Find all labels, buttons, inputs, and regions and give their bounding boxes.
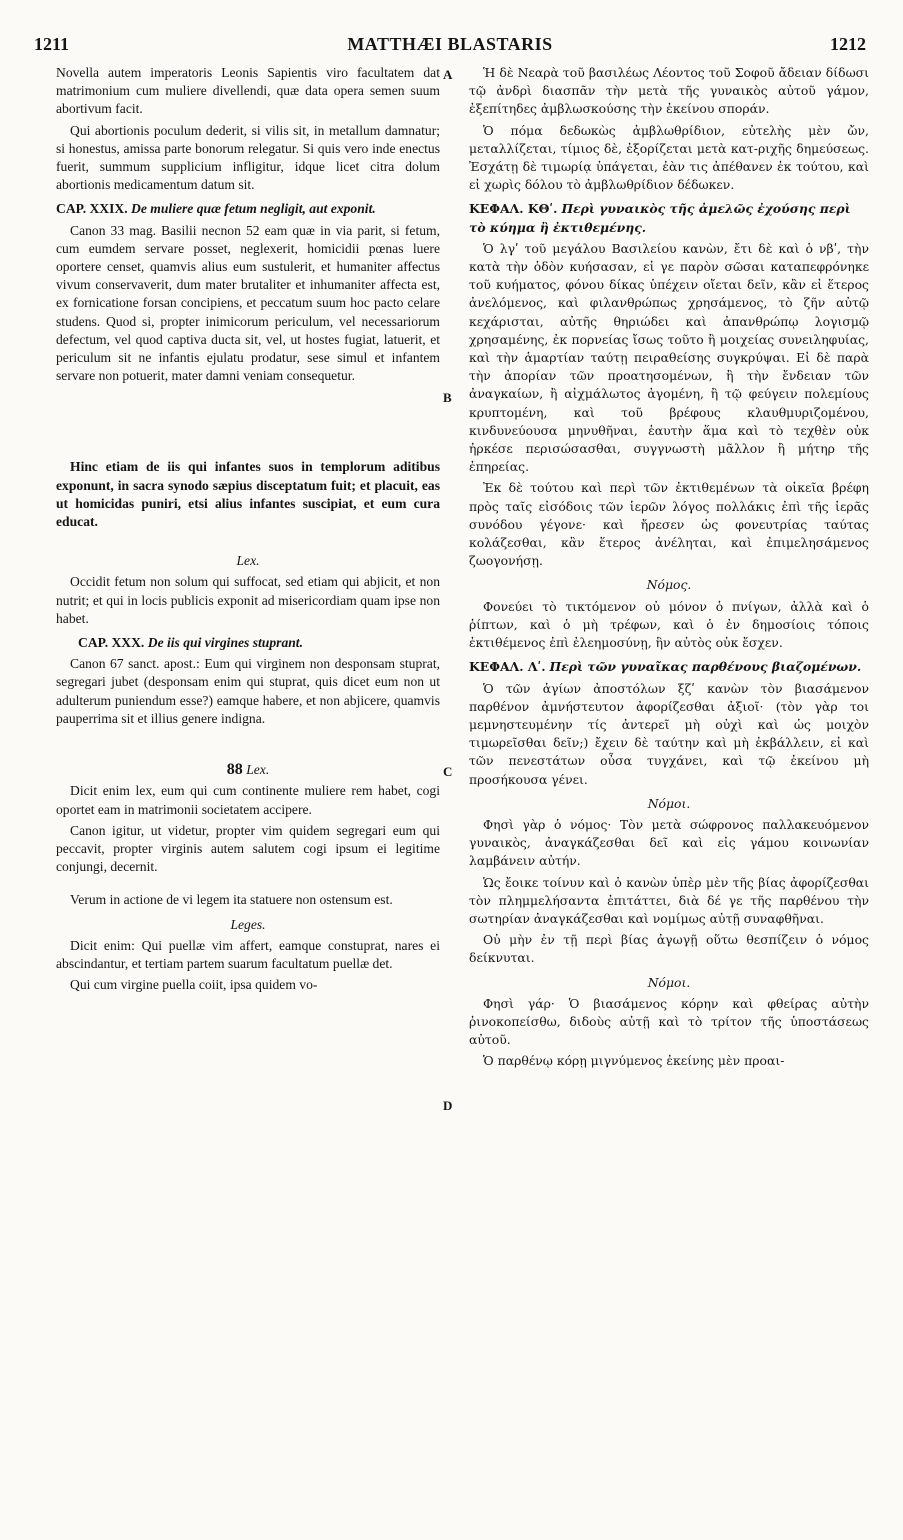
chapter-heading xyxy=(56,634,440,652)
paragraph: Qui abortionis poculum dederit, si vilis sit, in metallum damnatur; si honestus, amissa parte bonorum relegatur. Si quis vero inde enectus fuerit, summum supplicium infligitur, idque licet citra dolum abortionis medicamentum datum sit. xyxy=(56,122,440,193)
chapter-heading xyxy=(469,200,869,236)
margin-marker-c: C xyxy=(443,764,453,779)
paragraph: Ἐκ δὲ τούτου καὶ περὶ τῶν ἐκτιθεμένων τὰ οἰκεῖα βρέφη πρὸς ταῖς εἰσόδοις τῶν ἱερῶν λόγος πολλάκις ἐπὶ τῆς ἱερᾶς συνόδου γέγονε· καὶ ἤρεσεν ὡς φονευτρίας ταύτας κολάζεσθαι, κἂν ἕτερος ἀνέληται, καὶ ἐπιμελησάμενος ζωογονήσῃ. xyxy=(469,480,869,569)
chapter-title: De iis qui virgines stuprant. xyxy=(147,635,303,651)
paragraph: Φησὶ γὰρ ὁ νόμος· Τὸν μετὰ σώφρονος παλλακευόμενον γυναικὸς, ἀναγκάζεσθαι δεῖ καὶ εἰς γάμου κοινωνίαν λαμβάνειν αὐτήν. xyxy=(469,816,869,869)
paragraph: Dicit enim: Qui puellæ vim affert, eamque constuprat, nares ei abscindantur, et tertiam partem suarum facultatum puellæ det. xyxy=(56,937,440,971)
greek-column xyxy=(469,64,869,1074)
paragraph: Ἡ δὲ Νεαρὰ τοῦ βασιλέως Λέοντος τοῦ Σοφοῦ ἄδειαν δίδωσι τῷ ἀνδρὶ διασπᾶν τὴν μετὰ τῆς γυναικὸς αὐτοῦ γάμον, ἐξεπίτηδες ἀμβλωσκούσης τὴν ἐκείνου σποράν. xyxy=(469,65,869,117)
paragraph: Ὡς ἔοικε τοίνυν καὶ ὁ κανὼν ὑπὲρ μὲν τῆς βίας ἀφορίζεσθαι τὸν πλημμελήσαντα ἐπιτάττει, διὰ δέ γε τῆς παρθένου τὴν σωτηρίαν ἀναγκάζεσθαι καὶ νομίμως αὐτῇ συναφθῆναι. xyxy=(469,874,869,926)
latin-column xyxy=(56,64,440,997)
chapter-title: Περὶ τῶν γυναῖκας παρθένους βιαζομένων. xyxy=(549,659,862,675)
section-heading-leges: Leges. xyxy=(230,916,266,932)
paragraph: Qui cum virgine puella coiit, ipsa quidem vo- xyxy=(70,977,318,993)
paragraph: Φονεύει τὸ τικτόμενον οὐ μόνον ὁ πνίγων, ἀλλὰ καὶ ὁ ῥίπτων, καὶ ὁ μὴ τρέφων, καὶ ὁ ἐν δημοσίοις τόποις ἐκτιθέμενος ἐπὶ ἐλεημοσύνῃ, ἣν αὐτὸς οὐκ ἔσχεν. xyxy=(469,598,869,651)
paragraph: Verum in actione de vi legem ita statuere non ostensum est. xyxy=(70,892,393,908)
paragraph: Ὁ πόμα δεδωκὼς ἀμβλωθρίδιον, εὐτελὴς μὲν ὤν, μεταλλίζεται, τίμιος δὲ, ἐξορίζεται μετὰ κατ-ριχῆς δημεύσεως. Ἐσχάτῃ δὲ τιμωρίᾳ ὑπάγεται, ἐὰν τις ἀπέθανεν ἐκ τούτου, καὶ εἰ χωρὶς δόλου τὸ ἀμβλωθρίδιον δέδωκεν. xyxy=(469,122,869,193)
paragraph: Ὁ τῶν ἁγίων ἀποστόλων ξζʹ κανὼν τὸν βιασάμενον παρθένον ἀμνήστευτον ἀφορίζεσθαι ἀξιοῖ· (τὸν γὰρ τοι μεμνηστευμένην τίς ἀντερεῖ μὴ οὐχὶ καὶ ὡς μοιχὸν τιμωρεῖσθαι δεῖν;) ἔχειν δὲ ταύτην καὶ μὴ ἐκβάλλειν, εἰ καὶ τῶν πενεστάτων οὖσα τυγχάνει, καὶ τῷ ἐκείνου μὴ προσήκουσα γένει. xyxy=(469,680,869,787)
chapter-label: CAP. XXX. xyxy=(78,635,145,651)
chapter-heading xyxy=(469,658,869,676)
paragraph: Occidit fetum non solum qui suffocat, sed etiam qui abjicit, et non nutrit; et qui in locis publicis exponit ad misericordiam quam ipse non habet. xyxy=(56,574,440,626)
paragraph: Canon igitur, ut videtur, propter vim quidem segregari eum qui peccavit, propter virginis autem salutem cogi ipsum ei legitime conjungi, decernit. xyxy=(56,822,440,875)
margin-marker-a: A xyxy=(443,67,453,82)
chapter-label: CAP. XXIX. xyxy=(56,201,128,217)
page-number-right: 1212 xyxy=(830,34,866,54)
section-heading-lex: Lex. xyxy=(236,553,260,569)
section-heading-nomoi: Νόμοι. xyxy=(647,795,691,811)
paragraph: Οὐ μὴν ἐν τῇ περὶ βίας ἀγωγῇ οὕτω θεσπίζειν ὁ νόμος δείκνυται. xyxy=(469,932,869,966)
chapter-title: De muliere quæ fetum negligit, aut exponit. xyxy=(131,201,376,217)
paragraph: Ὁ παρθένῳ κόρῃ μιγνύμενος ἐκείνης μὲν προαι- xyxy=(483,1053,785,1069)
paragraph: Hinc etiam de iis qui infantes suos in templorum aditibus exponunt, in sacra synodo sæpius disceptatum fuit; et placuit, eas ut homicidas puniri, etsi alius infantes suscipiat, et eum cura educat. xyxy=(56,459,440,530)
paragraph: Φησὶ γάρ· Ὁ βιασάμενος κόρην καὶ φθείρας αὐτὴν ῥινοκοπείσθω, διδοὺς αὐτῇ καὶ τὸ τρίτον τῆς ὑποστάσεως αὐτοῦ. xyxy=(469,995,869,1048)
chapter-label: ΚΕΦΑΛ. Λʹ. xyxy=(469,659,546,675)
section-heading-lex: 88 Lex. xyxy=(226,761,270,779)
running-title: MATTHÆI BLASTARIS xyxy=(347,34,553,54)
paragraph: Canon 67 sanct. apost.: Eum qui virginem non desponsam stuprat, segregari jubet (desponsam enim qui stuprat, quis dicet eum non ut adulterum puniendum esse?) eamque habere, et non abjicere, quamvis pauperrima sit et illius genere indigna. xyxy=(56,656,440,726)
running-header xyxy=(34,34,866,64)
section-heading-nomoi: Νόμοι. xyxy=(647,974,691,990)
column-number: 88 xyxy=(226,761,243,779)
paragraph: Ὁ λγʹ τοῦ μεγάλου Βασιλείου κανὼν, ἔτι δὲ καὶ ὁ νβʹ, τὴν κατὰ τὴν ὁδὸν κυήσασαν, εἰ γε παρὸν σῶσαι καταπεφρόνηκε τοῦ κυήματος, φόνου δίκας ὑπέχειν οἴεται δεῖν, κἂν εἰ ἕτερος ἀνελόμενος, καὶ φιλανθρώπως χρησάμενος, τὸ ζῆν αὐτῷ κεχάρισται, αὐτῆς θηριώδει καὶ ἀπανθρώπῳ λογισμῷ χρησαμένης, ἐκ πορνείας ἴσως τοῦτο ἢ μοιχείας συνειληφυίας, καὶ τὴν ἁμαρτίαν ταύτῃ πειραθείσης συγκρύψαι. Εἰ δὲ παρὰ τὴν ἀπορίαν τῶν προατησομένων, ἢ τὴν ἔνδειαν τῶν ἀναγκαίων, ἢ αἰχμάλωτος ἀγομένη, ἢ τῷ φεύγειν πολεμίους κρυπτομένη, καὶ τοῦ βρέφους κλαυθμυριζομένου, κινδυνεύουσα μηνυθῆναι, ἑαυτὴν ἅμα καὶ τὸ τεχθὲν οὐκ ἠρκέσε περισώσασθαι, συγγνωστὴ μᾶλλον ἢ μήτηρ τῆς ἐπηρείας. xyxy=(469,240,869,475)
paragraph: Canon 33 mag. Basilii necnon 52 eam quæ in via parit, si fetum, cum eumdem servare posset, neglexerit, homicidii pœnas luere oportere censet, quamvis alius eum sustulerit, et humaniter affectus vivum conservaverit, dum mater brutaliter et inhumaniter affecta est, ex fornicatione forsan concipiens, et peccatum suum hoc pacto celare studens. Quod si, propter inimicorum periculum, vel necessariorum defectum, vel quod captiva ducta sit, vel, ut hostes fugiat, latuerit, et periculum sit ne infantis ejulatu prodatur, sese simul et infantem servare non potuerit, mater damni veniam consequetur. xyxy=(56,222,440,384)
section-heading-nomos: Νόμος. xyxy=(646,577,692,593)
paragraph: Dicit enim lex, eum qui cum continente muliere rem habet, cogi oportet eam in matrimonii societatem accipere. xyxy=(56,783,440,817)
margin-marker-d: D xyxy=(443,1098,453,1113)
chapter-title: Περὶ γυναικὸς τῆς ἀμελῶς ἐχούσης περὶ τὸ κύημα ἢ ἐκτιθεμένης. xyxy=(469,201,851,235)
chapter-label: ΚΕΦΑΛ. ΚΘʹ. xyxy=(469,201,558,217)
chapter-heading xyxy=(56,200,440,218)
margin-marker-b: B xyxy=(443,390,452,405)
paragraph: Novella autem imperatoris Leonis Sapientis viro facultatem dat matrimonium cum muliere divellendi, quæ data opera semen suum abortivum facit. xyxy=(56,65,440,117)
page-number-left: 1211 xyxy=(34,34,70,54)
